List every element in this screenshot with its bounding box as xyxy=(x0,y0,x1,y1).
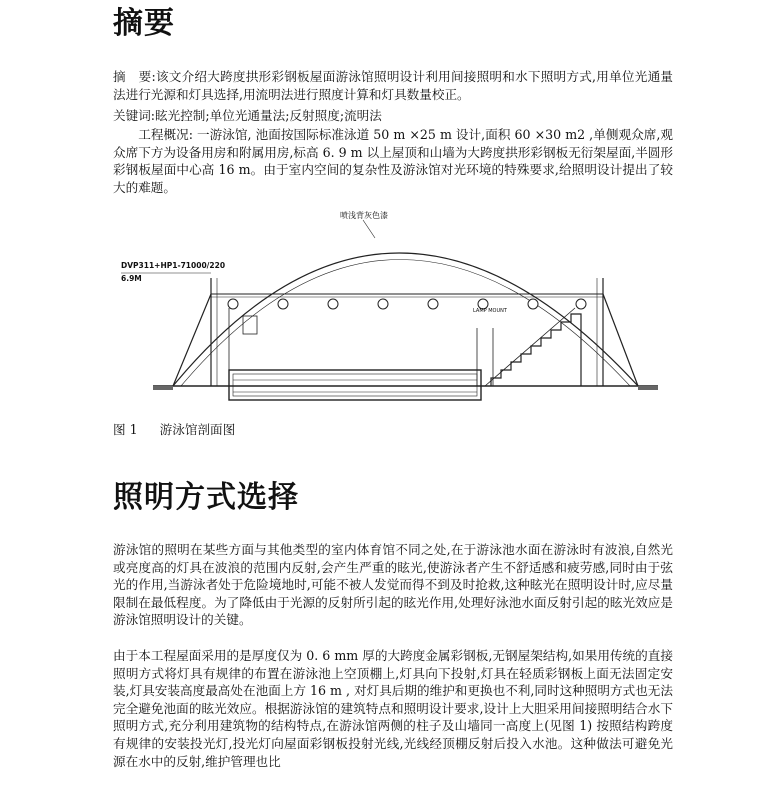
small-label: LAMP MOUNT xyxy=(473,308,507,314)
roof-label: 喷浅背灰色漆 xyxy=(340,211,388,220)
lighting-paragraph-1: 游泳馆的照明在某些方面与其他类型的室内体育馆不同之处,在于游泳池水面在游泳时有波浪,自然光或亮度高的灯具在波浪的范围内反射,会产生严重的眩光,使游泳者产生不舒适感和疲劳感,同时由于弦光的作用,当游泳者处于危险境地时,可能不被人发觉而得不到及时抢救,这种眩光在照明设计时,应尽量限制在最低程度。为了降低由于光源的反射所引起的眩光作用,处理好泳池水面反射引起的眩光效应是游泳馆照明设计的关键。 xyxy=(113,542,673,628)
swimming-hall-section-drawing xyxy=(113,208,673,414)
lighting-paragraph-2: 由于本工程屋面采用的是厚度仅为 0. 6 mm 厚的大跨度金属彩钢板,无钢屋架结构,如果用传统的直接照明方式将灯具有规律的布置在游泳池上空顶棚上,灯具向下投射,灯具在轻质彩钢板上面无法固定安装,灯具安装高度最高处在池面上方 16 m , 对灯具后期的维护和更换也不利,同时这种照明方式也无法完全避免池面的眩光效应。根据游泳馆的建筑特点和照明设计要求,设计上大胆采用间接照明结合水下照明方式,充分利用建筑物的结构特点,在游泳馆两侧的柱子及山墙同一高度上(见图 1) 按照结构跨度有规律的安装投光灯,投光灯向屋面彩钢板投射光线,光线经顶棚反射后投入水池。这种做法可避免光源在水中的反射,维护管理也比 xyxy=(113,648,673,769)
figure-number: 图 1 xyxy=(113,422,138,437)
figure-caption xyxy=(113,421,257,439)
figure-caption-text: 游泳馆剖面图 xyxy=(159,422,236,437)
section-heading-abstract: 摘要 xyxy=(113,6,175,41)
fixture-label: DVP311+HP1-71000/220 xyxy=(121,261,226,270)
overview-paragraph: 工程概况: 一游泳馆, 池面按国际标准泳道 50 m ×25 m 设计,面积 60 ×30 m2 ,单侧观众席,观众席下方为设备用房和附属用房,标高 6. 9 m 以上屋顶和山墙为大跨度拱形彩钢板无衍架屋面,半圆形彩钢板屋面中心高 16 m。由于室内空间的复杂性及游泳馆对光环境的特殊要求,给照明设计提出了较大的难题。 xyxy=(113,127,673,195)
section-heading-lighting-method: 照明方式选择 xyxy=(113,480,299,515)
abstract-paragraph: 摘 要:该文介绍大跨度拱形彩钢板屋面游泳馆照明设计利用间接照明和水下照明方式,用单位光通量法进行光源和灯具选择,用流明法进行照度计算和灯具数量校正。 xyxy=(113,69,673,102)
keywords-line: 关键词:眩光控制;单位光通量法;反射照度;流明法 xyxy=(113,108,382,123)
elevation-label: 6.9M xyxy=(121,274,142,283)
